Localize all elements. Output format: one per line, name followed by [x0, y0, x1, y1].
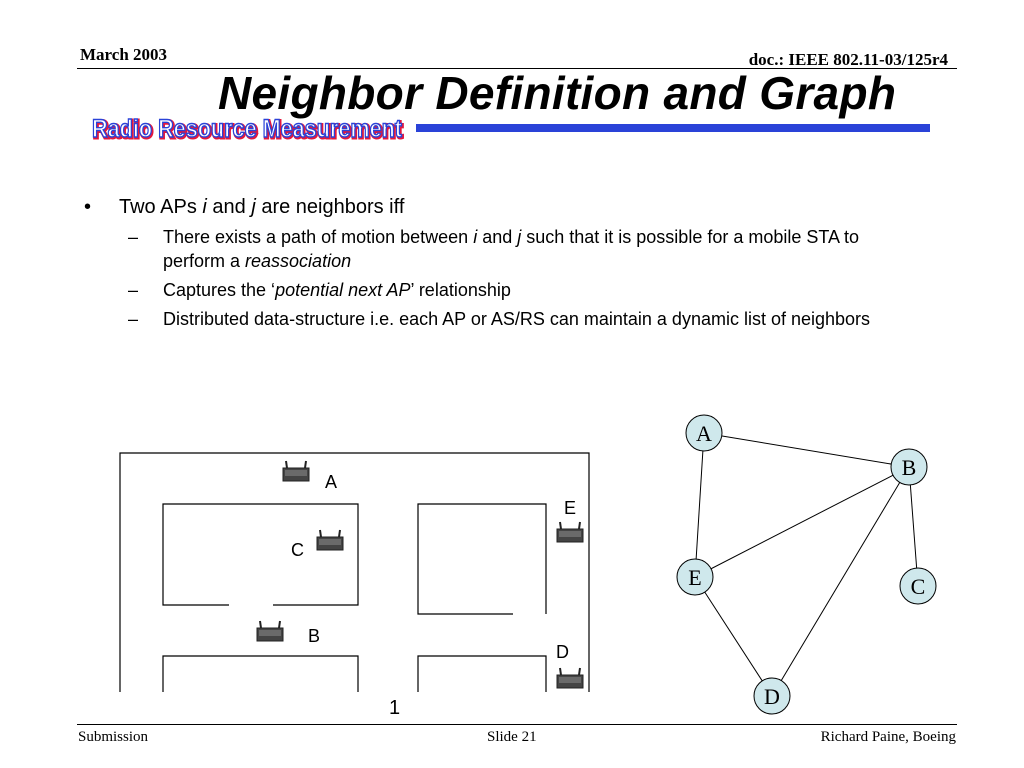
dash-marker: – — [128, 309, 139, 329]
graph-edge-b-d — [772, 467, 909, 696]
floor-number-label: 1 — [389, 697, 401, 719]
graph-edge-a-b — [704, 433, 909, 467]
sub-bullet-item — [84, 307, 908, 331]
graph-node-label: D — [764, 684, 780, 709]
radio-resource-measurement-logo — [92, 111, 412, 151]
graph-node-label: C — [910, 574, 926, 599]
logo-text-shadow: Radio Resource Measurement — [93, 116, 404, 144]
graph-node-b — [891, 449, 927, 485]
graph-node-a — [686, 415, 722, 451]
ap-label-d: D — [556, 642, 569, 662]
ap-label-e: E — [564, 498, 577, 518]
graph-node-e — [677, 559, 713, 595]
sub-bullet-italic-j: j — [517, 227, 522, 247]
footer-divider — [77, 724, 957, 725]
sub-bullet-item — [84, 278, 908, 302]
footer-submission: Submission — [78, 729, 149, 745]
access-point-a-icon — [283, 461, 309, 481]
bullet-item — [84, 194, 924, 220]
sub-bullet-item — [84, 225, 908, 273]
dash-marker: – — [128, 227, 139, 247]
sub-bullet-text: and — [477, 227, 518, 247]
ap-label-c: C — [291, 540, 304, 560]
bullet-italic-i: i — [202, 196, 207, 218]
slide-title: Neighbor Definition and Graph — [218, 67, 897, 119]
sub-bullet-emphasis: reassociation — [245, 251, 352, 271]
dash-marker: – — [128, 280, 139, 300]
access-point-d-icon — [557, 668, 583, 688]
floor-plan-diagram — [115, 448, 595, 724]
graph-edge-b-e — [695, 467, 909, 577]
sub-bullet-emphasis: potential next AP — [275, 280, 411, 300]
bullet-marker: • — [84, 196, 92, 218]
sub-bullet-text: ’ relationship — [410, 280, 511, 300]
sub-bullet-text: Distributed data-structure i.e. each AP or AS/RS can maintain a dynamic list of neighbors — [163, 309, 871, 329]
access-point-c-icon — [317, 530, 343, 550]
ap-label-b: B — [308, 626, 321, 646]
bullet-text: Two APs — [119, 196, 203, 218]
bullet-italic-j: j — [251, 196, 256, 218]
title-accent-bar — [416, 124, 930, 132]
sub-bullet-text: There exists a path of motion between — [163, 227, 474, 247]
bullet-text: are neighbors iff — [255, 196, 405, 218]
neighbor-graph — [660, 400, 950, 720]
graph-edge-a-e — [695, 433, 704, 577]
graph-edge-e-d — [695, 577, 772, 696]
access-point-b-icon — [257, 621, 283, 641]
header-doc-id: doc.: IEEE 802.11-03/125r4 — [748, 50, 948, 69]
graph-node-c — [900, 568, 936, 604]
logo-text: Radio Resource Measurement — [92, 115, 403, 143]
graph-node-label: E — [688, 565, 702, 590]
sub-bullet-text: Captures the ‘ — [163, 280, 276, 300]
footer-author: Richard Paine, Boeing — [820, 729, 956, 745]
sub-bullet-text: such that it is possible for a mobile STA to perform a — [163, 227, 860, 271]
access-point-e-icon — [557, 522, 583, 542]
header-date: March 2003 — [80, 45, 168, 64]
ap-label-a: A — [325, 472, 338, 492]
graph-node-label: A — [696, 421, 712, 446]
bullet-text: and — [206, 196, 252, 218]
floor-walls — [120, 453, 589, 692]
bullet-list — [84, 194, 924, 331]
footer-slide-number: Slide 21 — [487, 729, 537, 745]
graph-node-label: B — [901, 455, 917, 480]
sub-bullet-italic-i: i — [473, 227, 478, 247]
graph-node-d — [754, 678, 790, 714]
